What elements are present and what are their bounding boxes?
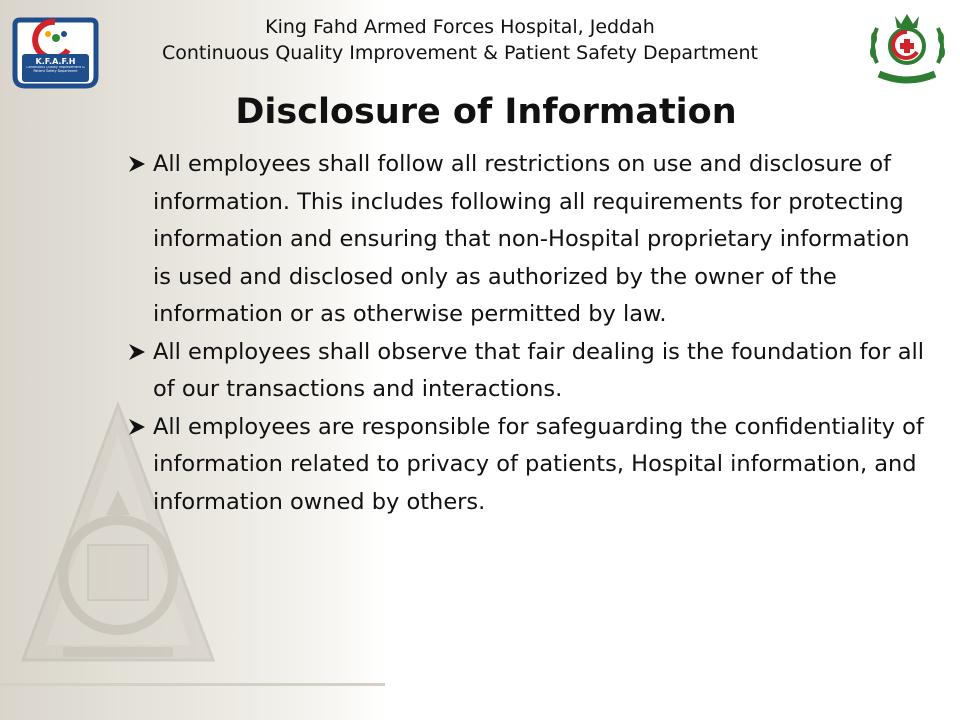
bullet-item xyxy=(128,334,928,409)
armed-forces-emblem xyxy=(865,8,950,88)
bullet-item xyxy=(128,146,928,334)
bullet-text: All employees shall follow all restrictions on use and disclosure of information. This includes following all requirements for protecting information and ensuring that non-Hospital proprietary information is used and disclosed only as authorized by the owner of the information or as otherwise permitted by law. xyxy=(153,151,910,327)
arrow-bullet-icon xyxy=(128,155,146,173)
bullet-item xyxy=(128,409,928,522)
bullet-text: All employees shall observe that fair dealing is the foundation for all of our transactions and interactions. xyxy=(153,338,925,402)
band-divider xyxy=(0,683,385,686)
arrow-bullet-icon xyxy=(128,343,146,361)
hospital-header xyxy=(100,14,820,66)
slide-title: Disclosure of Information xyxy=(235,92,737,132)
arrow-bullet-icon xyxy=(128,418,146,436)
header-department-name: Continuous Quality Improvement & Patient Safety Department xyxy=(162,42,758,64)
logo-acronym: K.F.A.F.H xyxy=(35,57,76,66)
bullet-text: All employees are responsible for safeguarding the confidentiality of information related to privacy of patients, Hospital information, and information owned by others. xyxy=(153,413,924,515)
bullet-list xyxy=(128,146,928,521)
header-hospital-name: King Fahd Armed Forces Hospital, Jeddah xyxy=(265,16,655,38)
kfafh-department-logo xyxy=(8,8,103,93)
logo-caption: Continuous Quality Improvement & Patient Safety Department xyxy=(26,66,85,73)
